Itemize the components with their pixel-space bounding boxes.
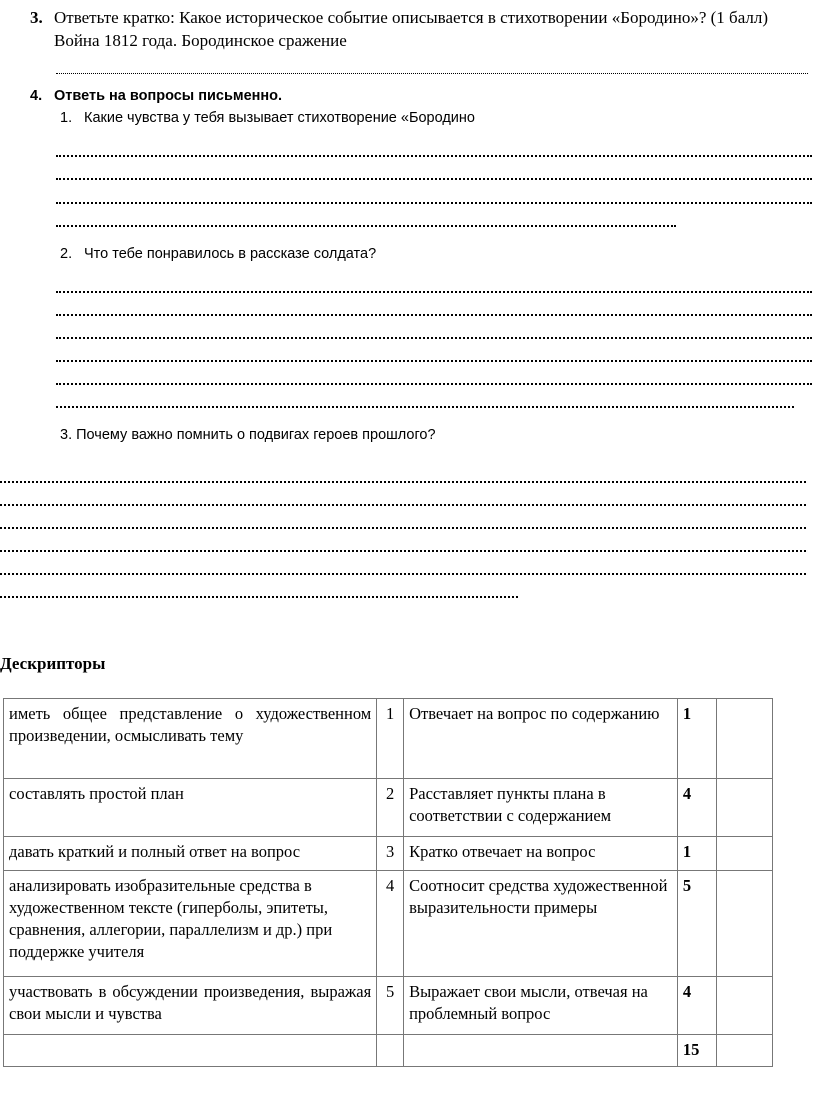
answer-line: [56, 178, 812, 180]
answer-line: [56, 202, 812, 204]
empty-cell: [377, 1035, 404, 1067]
question-4-number: 4.: [30, 88, 43, 104]
empty-cell: [716, 1035, 772, 1067]
empty-cell: [716, 779, 772, 837]
answer-line: [56, 225, 676, 227]
answer-line: [56, 291, 812, 293]
descriptor-number: 5: [377, 977, 404, 1035]
score-cell: 5: [677, 871, 716, 977]
empty-cell: [716, 977, 772, 1035]
total-row: [4, 1035, 773, 1067]
descriptor-number: 4: [377, 871, 404, 977]
skill-cell: участвовать в обсуждении произведения, выражая свои мысли и чувства: [4, 977, 377, 1035]
skill-cell: иметь общее представление о художественном произведении, осмысливать тему: [4, 699, 377, 779]
subquestion-3: [60, 427, 436, 443]
empty-cell: [716, 871, 772, 977]
question-3: [30, 6, 810, 56]
answer-line: [56, 406, 794, 408]
table-row: [4, 837, 773, 871]
descriptor-number: 2: [377, 779, 404, 837]
score-cell: 1: [677, 837, 716, 871]
answer-line: [56, 383, 812, 385]
criterion-cell: Соотносит средства художественной выразительности примеры: [404, 871, 678, 977]
criterion-cell: Кратко отвечает на вопрос: [404, 837, 678, 871]
criterion-cell: Расставляет пункты плана в соответствии с содержанием: [404, 779, 678, 837]
empty-cell: [4, 1035, 377, 1067]
descriptors-heading: Дескрипторы: [0, 654, 106, 673]
subquestion-1-text: Какие чувства у тебя вызывает стихотворение «Бородино: [84, 110, 475, 126]
answer-line: [0, 573, 806, 575]
descriptors-table: [3, 698, 773, 1067]
criterion-cell: Отвечает на вопрос по содержанию: [404, 699, 678, 779]
total-score: 15: [677, 1035, 716, 1067]
question-3-number: 3.: [30, 8, 43, 27]
answer-line: [0, 504, 806, 506]
answer-line: [56, 360, 812, 362]
empty-cell: [716, 699, 772, 779]
answer-line: [0, 596, 518, 598]
answer-line: [56, 73, 808, 74]
answer-line: [56, 337, 812, 339]
skill-cell: давать краткий и полный ответ на вопрос: [4, 837, 377, 871]
subquestion-1: [60, 110, 475, 126]
score-cell: 4: [677, 977, 716, 1035]
skill-cell: анализировать изобразительные средства в художественном тексте (гиперболы, эпитеты, сравнения, аллегории, параллелизм и др.) при поддержке учителя: [4, 871, 377, 977]
score-cell: 1: [677, 699, 716, 779]
empty-cell: [404, 1035, 678, 1067]
table-row: [4, 977, 773, 1035]
answer-line: [56, 314, 812, 316]
criterion-cell: Выражает свои мысли, отвечая на проблемный вопрос: [404, 977, 678, 1035]
table-row: [4, 779, 773, 837]
answer-line: [0, 527, 806, 529]
score-cell: 4: [677, 779, 716, 837]
question-3-text: Ответьте кратко: Какое историческое событие описывается в стихотворении «Бородино»? (1 балл) Война 1812 года. Бородинское сражение: [54, 8, 769, 50]
table-row: [4, 871, 773, 977]
subquestion-2-text: Что тебе понравилось в рассказе солдата?: [84, 246, 377, 262]
answer-line: [0, 481, 806, 483]
question-4-title: Ответь на вопросы письменно.: [54, 88, 283, 104]
descriptor-number: 1: [377, 699, 404, 779]
subquestion-2: [60, 246, 376, 262]
subquestion-2-number: 2.: [60, 246, 73, 262]
table-row: [4, 699, 773, 779]
descriptor-number: 3: [377, 837, 404, 871]
question-4: [30, 88, 282, 104]
subquestion-3-text: 3. Почему важно помнить о подвигах героев прошлого?: [60, 427, 436, 443]
answer-line: [0, 550, 806, 552]
subquestion-1-number: 1.: [60, 110, 73, 126]
skill-cell: составлять простой план: [4, 779, 377, 837]
answer-line: [56, 155, 812, 157]
empty-cell: [716, 837, 772, 871]
